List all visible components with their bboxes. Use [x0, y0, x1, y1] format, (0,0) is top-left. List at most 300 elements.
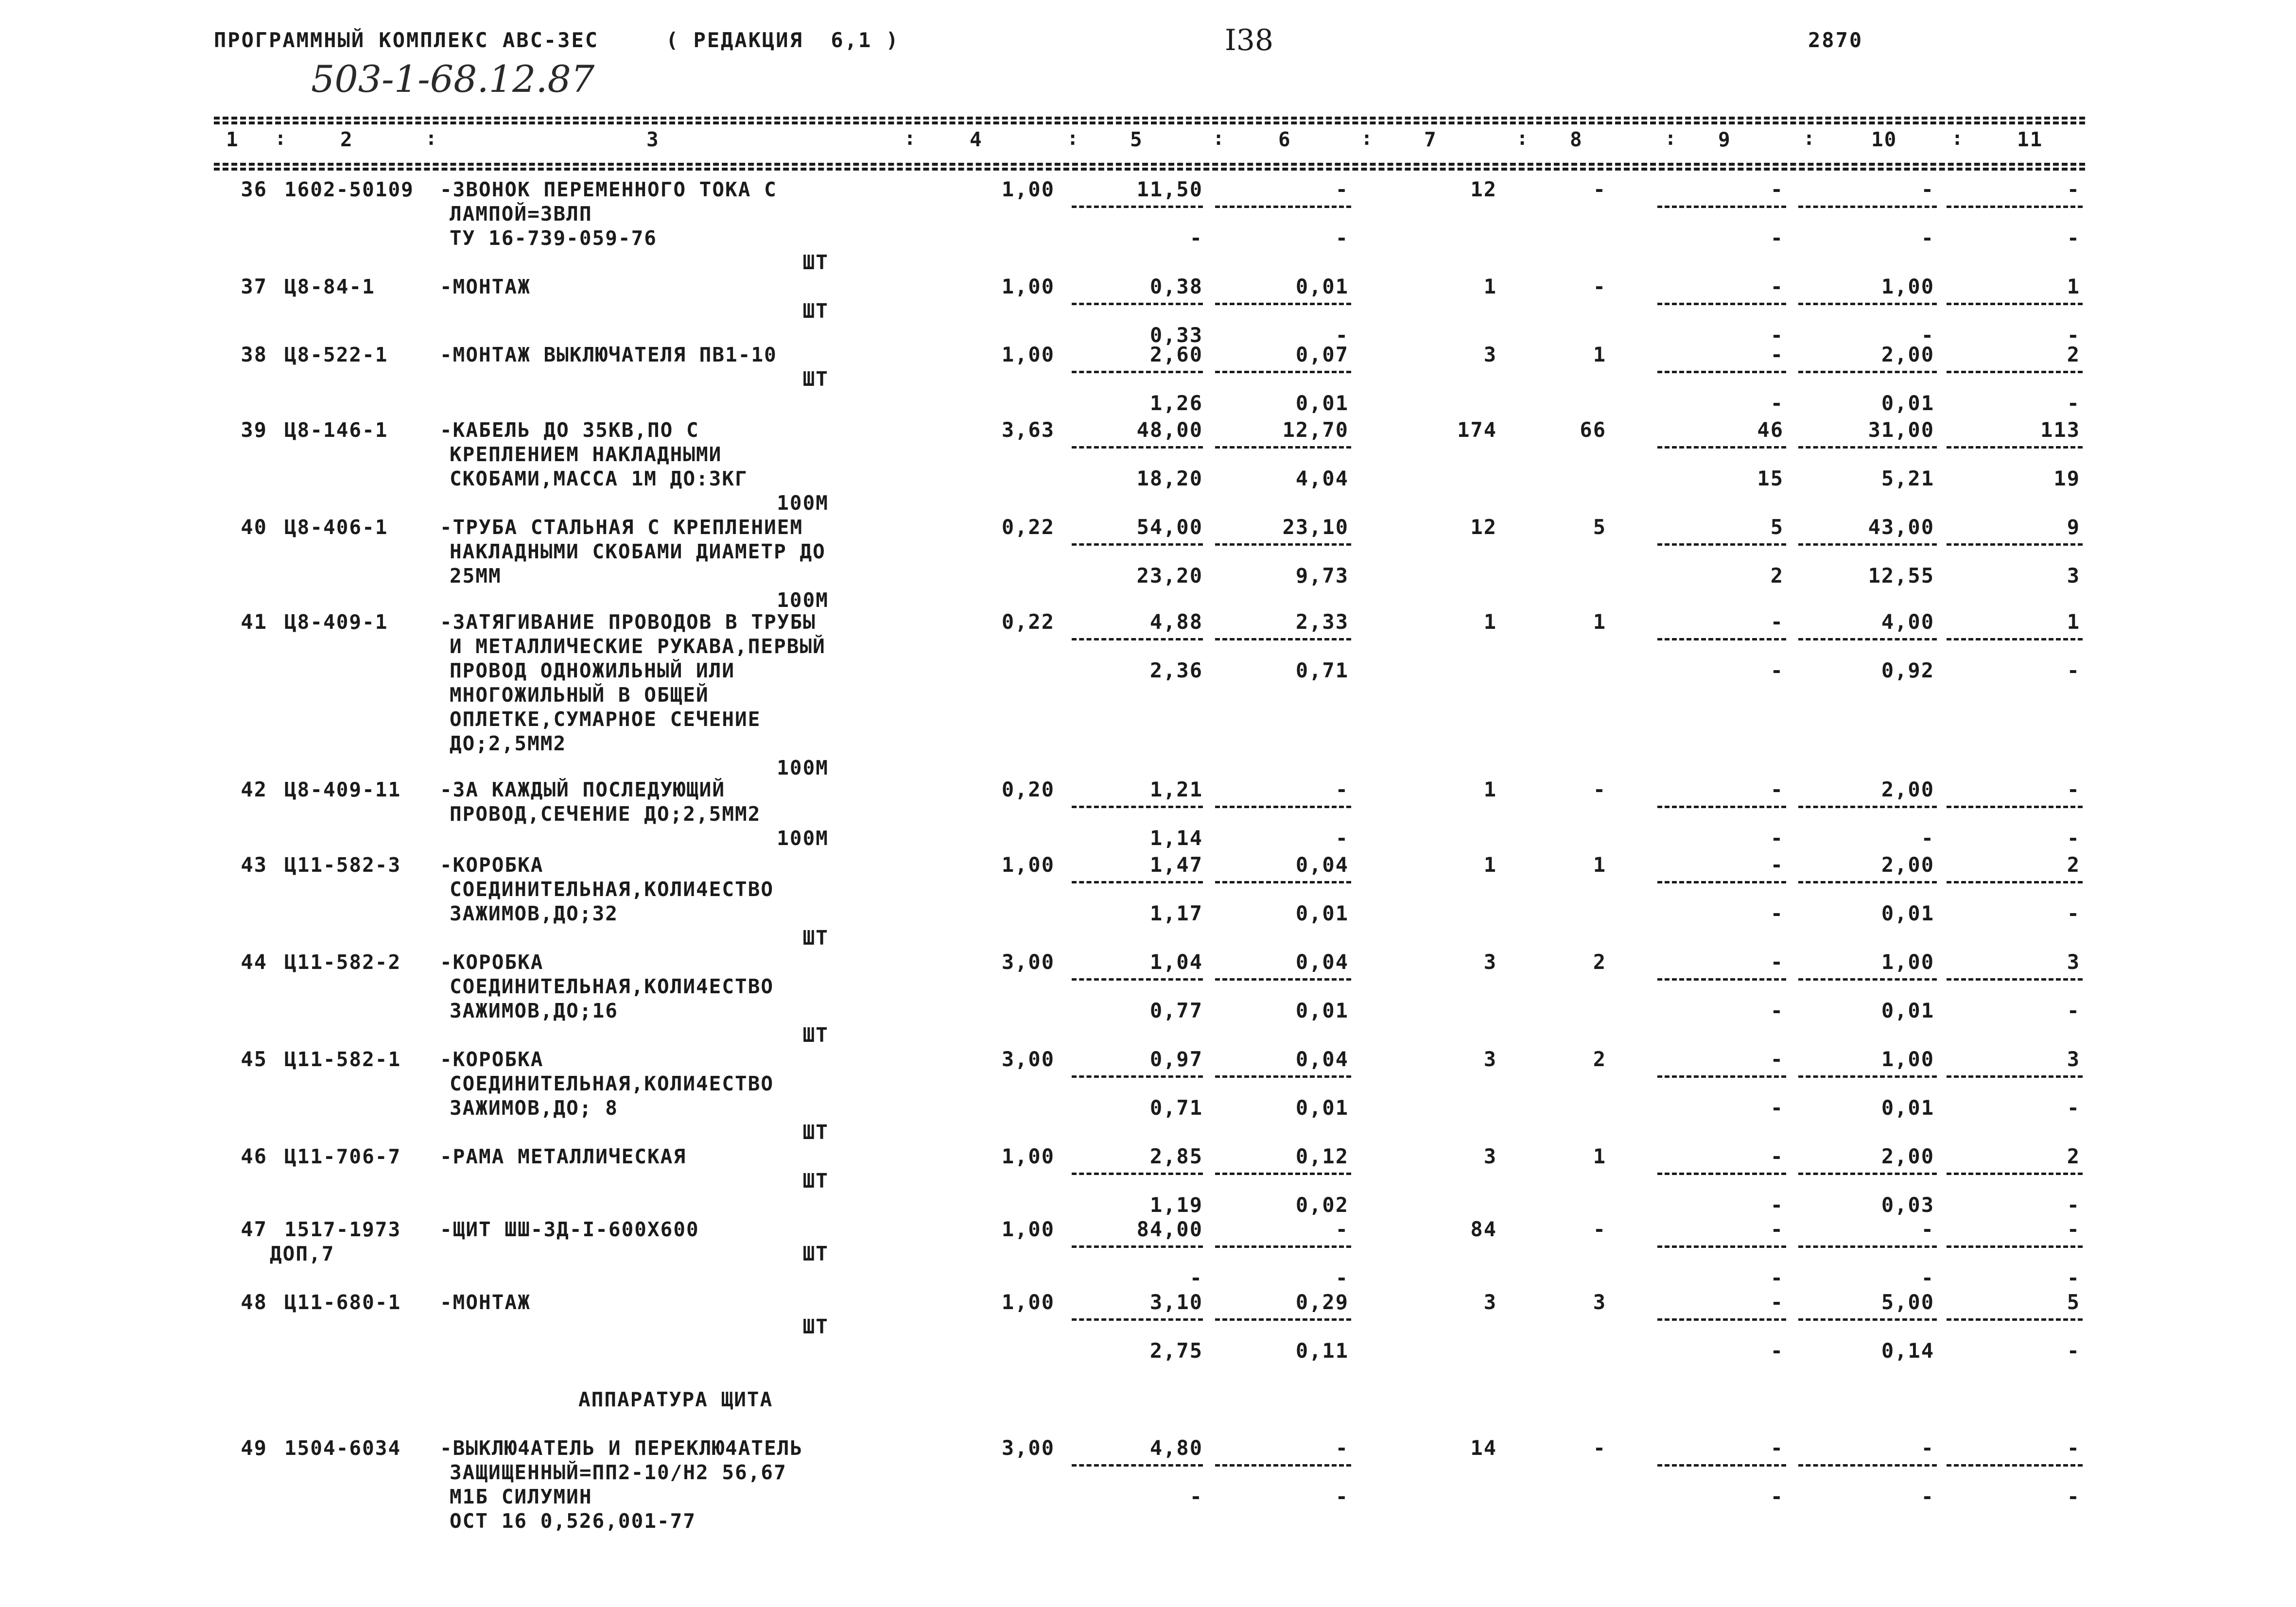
cell-underline: [1215, 1245, 1351, 1248]
value-col-6-secondary: 0,01: [1295, 999, 1349, 1022]
value-col-11-secondary: -: [2067, 901, 2080, 925]
column-header-6: 6: [1278, 128, 1291, 151]
value-col-5-secondary: 1,19: [1149, 1193, 1203, 1217]
cell-underline: [1657, 303, 1786, 305]
value-col-6-secondary: 0,71: [1295, 658, 1349, 682]
value-col-5-secondary: 23,20: [1136, 564, 1203, 588]
item-code: Ц8-146-1: [284, 418, 388, 442]
value-col-10: 1,00: [1881, 950, 1934, 974]
cell-underline: [1657, 638, 1786, 640]
value-col-5-secondary: -: [1189, 226, 1203, 250]
cell-underline: [1657, 371, 1786, 373]
value-col-5-secondary: 18,20: [1136, 467, 1203, 490]
item-code: Ц11-706-7: [284, 1145, 401, 1168]
cell-underline: [1798, 303, 1937, 305]
value-col-10-secondary: 0,01: [1881, 999, 1934, 1022]
unit-of-measure: ШТ: [802, 926, 829, 950]
value-col-8: 1: [1593, 610, 1606, 634]
value-col-5-secondary: 0,77: [1149, 999, 1203, 1022]
value-col-6-secondary: -: [1335, 1485, 1349, 1508]
quantity: 3,00: [1001, 950, 1055, 974]
value-col-9: -: [1770, 343, 1784, 366]
value-col-11: 3: [2067, 950, 2080, 974]
value-col-6: 12,70: [1282, 418, 1349, 442]
value-col-10-secondary: -: [1921, 226, 1934, 250]
cell-underline: [1947, 543, 2083, 546]
unit-of-measure: 100М: [777, 588, 829, 612]
value-col-10: 5,00: [1881, 1290, 1934, 1314]
cell-underline: [1947, 1464, 2083, 1467]
cell-underline: [1798, 638, 1937, 640]
unit-of-measure: ШТ: [802, 1023, 829, 1047]
value-col-9: 5: [1770, 515, 1784, 539]
value-col-5-secondary: 1,17: [1149, 901, 1203, 925]
value-col-6-secondary: 0,11: [1295, 1339, 1349, 1363]
value-col-6-secondary: 0,01: [1295, 901, 1349, 925]
cell-underline: [1947, 1318, 2083, 1321]
item-description-line: М1Б СИЛУМИН: [450, 1485, 592, 1508]
value-col-8: -: [1593, 1217, 1606, 1241]
value-col-7: 1: [1483, 275, 1497, 298]
value-col-6: -: [1335, 177, 1349, 201]
cell-underline: [1798, 806, 1937, 808]
value-col-8: 3: [1593, 1290, 1606, 1314]
cell-underline: [1215, 978, 1351, 981]
unit-of-measure: ШТ: [802, 1315, 829, 1338]
value-col-7: 1: [1483, 610, 1497, 634]
cell-underline: [1657, 978, 1786, 981]
row-number: 40: [241, 515, 267, 539]
value-col-7: 84: [1470, 1217, 1497, 1241]
column-separator: :: [425, 127, 437, 150]
section-heading: АППАРАТУРА ЩИТА: [578, 1388, 773, 1411]
quantity: 1,00: [1001, 177, 1055, 201]
item-description-line: ОПЛЕТКЕ,СУМАРНОЕ СЕЧЕНИЕ: [450, 708, 761, 731]
value-col-10: 31,00: [1868, 418, 1934, 442]
value-col-10-secondary: 0,01: [1881, 1096, 1934, 1120]
cell-underline: [1072, 1075, 1203, 1078]
value-col-5: 4,80: [1149, 1436, 1203, 1460]
cell-underline: [1947, 881, 2083, 883]
value-col-10: 4,00: [1881, 610, 1934, 634]
value-col-9-secondary: -: [1770, 658, 1784, 682]
value-col-8: -: [1593, 275, 1606, 298]
cell-underline: [1215, 1464, 1351, 1467]
value-col-10-secondary: 0,14: [1881, 1339, 1934, 1363]
column-separator: :: [275, 127, 287, 150]
cell-underline: [1215, 638, 1351, 640]
item-code-suffix: ДОП,7: [270, 1242, 335, 1265]
value-col-7: 3: [1483, 1290, 1497, 1314]
value-col-7: 3: [1483, 1144, 1497, 1168]
value-col-10-secondary: 0,03: [1881, 1193, 1934, 1217]
item-code: 1517-1973: [284, 1218, 401, 1241]
value-col-5: 84,00: [1136, 1217, 1203, 1241]
row-number: 45: [241, 1047, 267, 1071]
program-title: ПРОГРАММНЫЙ КОМПЛЕКС АВС-3ЕС: [214, 28, 599, 52]
item-description-line: -МОНТАЖ: [440, 1291, 531, 1314]
value-col-10-secondary: -: [1921, 826, 1934, 850]
cell-underline: [1072, 371, 1203, 373]
value-col-10: 1,00: [1881, 1047, 1934, 1071]
item-description-line: ЗАЖИМОВ,ДО;32: [450, 902, 618, 925]
cell-underline: [1072, 1318, 1203, 1321]
cell-underline: [1947, 303, 2083, 305]
quantity: 1,00: [1001, 1144, 1055, 1168]
value-col-5: 2,85: [1149, 1144, 1203, 1168]
quantity: 0,20: [1001, 778, 1055, 801]
value-col-8: 1: [1593, 853, 1606, 877]
value-col-6-secondary: -: [1335, 826, 1349, 850]
cell-underline: [1072, 543, 1203, 546]
value-col-8: 2: [1593, 1047, 1606, 1071]
value-col-6-secondary: 0,02: [1295, 1193, 1349, 1217]
value-col-9-secondary: 2: [1770, 564, 1784, 588]
row-number: 46: [241, 1144, 267, 1168]
cell-underline: [1657, 806, 1786, 808]
value-col-9: -: [1770, 610, 1784, 634]
column-header-5: 5: [1130, 128, 1143, 151]
column-separator: :: [1516, 127, 1529, 150]
cell-underline: [1072, 1464, 1203, 1467]
item-description-line: -ЗА КАЖДЫЙ ПОСЛЕДУЮЩИЙ: [440, 778, 726, 801]
item-description-line: И МЕТАЛЛИЧЕСКИЕ РУКАВА,ПЕРВЫЙ: [450, 635, 826, 658]
column-separator: :: [1067, 127, 1079, 150]
column-separator: :: [904, 127, 916, 150]
cell-underline: [1215, 806, 1351, 808]
cell-underline: [1947, 1245, 2083, 1248]
item-code: Ц8-406-1: [284, 516, 388, 539]
value-col-5: 2,60: [1149, 343, 1203, 366]
value-col-8: -: [1593, 1436, 1606, 1460]
cell-underline: [1072, 446, 1203, 449]
item-description-line: ПРОВОД ОДНОЖИЛЬНЫЙ ИЛИ: [450, 659, 735, 682]
cell-underline: [1798, 1075, 1937, 1078]
cell-underline: [1215, 881, 1351, 883]
column-header-8: 8: [1570, 128, 1583, 151]
cell-underline: [1947, 1075, 2083, 1078]
value-col-6: 0,04: [1295, 950, 1349, 974]
column-separator: :: [1951, 127, 1964, 150]
value-col-6-secondary: 4,04: [1295, 467, 1349, 490]
item-description-line: -ТРУБА СТАЛЬНАЯ С КРЕПЛЕНИЕМ: [440, 516, 803, 539]
cell-underline: [1072, 1245, 1203, 1248]
value-col-6: 0,12: [1295, 1144, 1349, 1168]
cell-underline: [1798, 1173, 1937, 1175]
unit-of-measure: ШТ: [802, 251, 829, 274]
quantity: 3,63: [1001, 418, 1055, 442]
value-col-11: 2: [2067, 853, 2080, 877]
unit-of-measure: ШТ: [802, 299, 829, 323]
row-number: 48: [241, 1290, 267, 1314]
value-col-10: -: [1921, 177, 1934, 201]
value-col-10: -: [1921, 1217, 1934, 1241]
item-description-line: СКОБАМИ,МАССА 1М ДО:3КГ: [450, 467, 748, 490]
quantity: 0,22: [1001, 610, 1055, 634]
cell-underline: [1072, 303, 1203, 305]
header-rule-bottom-2: [214, 168, 2085, 171]
item-code: Ц8-522-1: [284, 343, 388, 366]
value-col-10: 43,00: [1868, 515, 1934, 539]
item-code: Ц8-84-1: [284, 275, 375, 298]
value-col-11-secondary: -: [2067, 323, 2080, 347]
cell-underline: [1798, 1464, 1937, 1467]
value-col-9-secondary: -: [1770, 999, 1784, 1022]
cell-underline: [1657, 1464, 1786, 1467]
value-col-5: 1,21: [1149, 778, 1203, 801]
row-number: 37: [241, 275, 267, 298]
item-code: Ц11-582-3: [284, 853, 401, 877]
cell-underline: [1657, 446, 1786, 449]
row-number: 38: [241, 343, 267, 366]
quantity: 3,00: [1001, 1047, 1055, 1071]
value-col-5-secondary: -: [1189, 1485, 1203, 1508]
handwritten-code: 503-1-68.12.87: [311, 57, 595, 101]
cell-underline: [1947, 206, 2083, 208]
cell-underline: [1947, 1173, 2083, 1175]
value-col-7: 12: [1470, 515, 1497, 539]
item-code: Ц8-409-11: [284, 778, 401, 801]
value-col-5-secondary: -: [1189, 1266, 1203, 1290]
column-header-9: 9: [1718, 128, 1731, 151]
column-separator: :: [1665, 127, 1677, 150]
value-col-5: 54,00: [1136, 515, 1203, 539]
cell-underline: [1947, 978, 2083, 981]
value-col-10: 2,00: [1881, 853, 1934, 877]
edition-label: ( РЕДАКЦИЯ 6,1 ): [666, 28, 900, 52]
value-col-6-secondary: -: [1335, 323, 1349, 347]
value-col-11-secondary: -: [2067, 1339, 2080, 1363]
value-col-9: -: [1770, 950, 1784, 974]
value-col-7: 174: [1457, 418, 1497, 442]
row-number: 44: [241, 950, 267, 974]
value-col-6-secondary: 0,01: [1295, 391, 1349, 415]
item-description-line: ОСТ 16 0,526,001-77: [450, 1509, 696, 1533]
row-number: 43: [241, 853, 267, 877]
value-col-11-secondary: -: [2067, 1193, 2080, 1217]
column-separator: :: [1803, 127, 1815, 150]
item-description-line: ЗАЖИМОВ,ДО; 8: [450, 1096, 618, 1120]
value-col-11-secondary: -: [2067, 1266, 2080, 1290]
value-col-7: 3: [1483, 343, 1497, 366]
value-col-10: 2,00: [1881, 1144, 1934, 1168]
column-header-4: 4: [970, 128, 983, 151]
cell-underline: [1657, 1318, 1786, 1321]
value-col-10-secondary: 12,55: [1868, 564, 1934, 588]
unit-of-measure: ШТ: [802, 1121, 829, 1144]
value-col-10-secondary: 0,01: [1881, 901, 1934, 925]
cell-underline: [1072, 978, 1203, 981]
cell-underline: [1072, 638, 1203, 640]
value-col-6: -: [1335, 1436, 1349, 1460]
cell-underline: [1215, 303, 1351, 305]
value-col-6: 0,01: [1295, 275, 1349, 298]
value-col-6: -: [1335, 1217, 1349, 1241]
item-description-line: -КОРОБКА: [440, 1048, 544, 1071]
item-code: Ц11-582-2: [284, 950, 401, 974]
quantity: 1,00: [1001, 343, 1055, 366]
item-description-line: ЗАЖИМОВ,ДО;16: [450, 999, 618, 1022]
value-col-10: -: [1921, 1436, 1934, 1460]
column-separator: :: [1213, 127, 1225, 150]
cell-underline: [1798, 446, 1937, 449]
value-col-9-secondary: -: [1770, 1339, 1784, 1363]
value-col-6-secondary: -: [1335, 226, 1349, 250]
value-col-9-secondary: -: [1770, 826, 1784, 850]
value-col-9-secondary: -: [1770, 1485, 1784, 1508]
value-col-8: 1: [1593, 1144, 1606, 1168]
item-code: 1602-50109: [284, 178, 414, 201]
cell-underline: [1798, 881, 1937, 883]
item-description-line: КРЕПЛЕНИЕМ НАКЛАДНЫМИ: [450, 443, 722, 466]
cell-underline: [1657, 1245, 1786, 1248]
value-col-7: 1: [1483, 853, 1497, 877]
value-col-8: 66: [1580, 418, 1606, 442]
quantity: 1,00: [1001, 853, 1055, 877]
cell-underline: [1947, 371, 2083, 373]
value-col-6-secondary: 0,01: [1295, 1096, 1349, 1120]
value-col-11: 2: [2067, 343, 2080, 366]
value-col-11: 1: [2067, 275, 2080, 298]
item-description-line: ТУ 16-739-059-76: [450, 226, 657, 250]
column-header-10: 10: [1871, 128, 1897, 151]
row-number: 41: [241, 610, 267, 634]
row-number: 42: [241, 778, 267, 801]
value-col-5-secondary: 0,71: [1149, 1096, 1203, 1120]
value-col-5-secondary: 1,26: [1149, 391, 1203, 415]
value-col-11: 113: [2040, 418, 2080, 442]
unit-of-measure: ШТ: [802, 1242, 829, 1265]
value-col-8: 1: [1593, 343, 1606, 366]
value-col-11: 2: [2067, 1144, 2080, 1168]
quantity: 0,22: [1001, 515, 1055, 539]
item-description-line: -ЗАТЯГИВАНИЕ ПРОВОДОВ В ТРУБЫ: [440, 610, 816, 634]
column-header-2: 2: [340, 128, 353, 151]
value-col-6: 0,04: [1295, 1047, 1349, 1071]
item-description-line: -РАМА МЕТАЛЛИЧЕСКАЯ: [440, 1145, 686, 1168]
value-col-5-secondary: 2,36: [1149, 658, 1203, 682]
item-code: Ц8-409-1: [284, 610, 388, 634]
row-number: 47: [241, 1217, 267, 1241]
cell-underline: [1798, 206, 1937, 208]
cell-underline: [1657, 206, 1786, 208]
cell-underline: [1798, 978, 1937, 981]
cell-underline: [1215, 543, 1351, 546]
quantity: 1,00: [1001, 1290, 1055, 1314]
value-col-9-secondary: 15: [1757, 467, 1784, 490]
unit-of-measure: ШТ: [802, 367, 829, 391]
value-col-11-secondary: -: [2067, 999, 2080, 1022]
value-col-11: -: [2067, 177, 2080, 201]
item-description-line: -КОРОБКА: [440, 853, 544, 877]
value-col-6: 2,33: [1295, 610, 1349, 634]
item-description-line: ДО;2,5ММ2: [450, 732, 567, 755]
value-col-9: -: [1770, 1144, 1784, 1168]
item-description-line: -КОРОБКА: [440, 950, 544, 974]
value-col-5: 0,38: [1149, 275, 1203, 298]
value-col-11: -: [2067, 1436, 2080, 1460]
value-col-10-secondary: -: [1921, 1485, 1934, 1508]
value-col-10: 1,00: [1881, 275, 1934, 298]
item-description-line: СОЕДИНИТЕЛЬНАЯ,КОЛИ4ЕСТВО: [450, 878, 774, 901]
value-col-7: 3: [1483, 1047, 1497, 1071]
value-col-9-secondary: -: [1770, 1096, 1784, 1120]
value-col-9: 46: [1757, 418, 1784, 442]
value-col-9: -: [1770, 1047, 1784, 1071]
cell-underline: [1215, 1173, 1351, 1175]
document-number: 2870: [1808, 28, 1863, 52]
value-col-11: 9: [2067, 515, 2080, 539]
value-col-9-secondary: -: [1770, 391, 1784, 415]
value-col-5: 0,97: [1149, 1047, 1203, 1071]
value-col-9: -: [1770, 1217, 1784, 1241]
value-col-5: 4,88: [1149, 610, 1203, 634]
quantity: 1,00: [1001, 1217, 1055, 1241]
cell-underline: [1072, 1173, 1203, 1175]
item-description-line: -ЩИТ ШШ-3Д-I-600Х600: [440, 1218, 699, 1241]
value-col-11-secondary: 19: [2053, 467, 2080, 490]
cell-underline: [1798, 543, 1937, 546]
quantity: 3,00: [1001, 1436, 1055, 1460]
item-code: 1504-6034: [284, 1436, 401, 1460]
value-col-11-secondary: -: [2067, 1485, 2080, 1508]
cell-underline: [1215, 206, 1351, 208]
cell-underline: [1947, 806, 2083, 808]
cell-underline: [1215, 1318, 1351, 1321]
value-col-9-secondary: -: [1770, 226, 1784, 250]
value-col-9: -: [1770, 853, 1784, 877]
value-col-10-secondary: 0,01: [1881, 391, 1934, 415]
value-col-6-secondary: 9,73: [1295, 564, 1349, 588]
value-col-8: 2: [1593, 950, 1606, 974]
value-col-10-secondary: 5,21: [1881, 467, 1934, 490]
unit-of-measure: ШТ: [802, 1169, 829, 1192]
item-description-line: -МОНТАЖ: [440, 275, 531, 298]
value-col-11-secondary: -: [2067, 826, 2080, 850]
value-col-9: -: [1770, 778, 1784, 801]
value-col-6: 0,04: [1295, 853, 1349, 877]
cell-underline: [1215, 371, 1351, 373]
header-rule-top: [214, 117, 2085, 120]
column-header-3: 3: [646, 128, 660, 151]
column-header-1: 1: [226, 128, 239, 151]
value-col-11-secondary: -: [2067, 658, 2080, 682]
value-col-9: -: [1770, 177, 1784, 201]
value-col-9-secondary: -: [1770, 1193, 1784, 1217]
value-col-10-secondary: 0,92: [1881, 658, 1934, 682]
value-col-6: 23,10: [1282, 515, 1349, 539]
value-col-5: 1,47: [1149, 853, 1203, 877]
quantity: 1,00: [1001, 275, 1055, 298]
value-col-5: 3,10: [1149, 1290, 1203, 1314]
value-col-10: 2,00: [1881, 343, 1934, 366]
row-number: 36: [241, 177, 267, 201]
item-description-line: ЗАЩИЩЕННЫЙ=ПП2-10/Н2 56,67: [450, 1461, 787, 1484]
item-description-line: ПРОВОД,СЕЧЕНИЕ ДО;2,5ММ2: [450, 802, 761, 826]
value-col-11-secondary: -: [2067, 1096, 2080, 1120]
value-col-11: 5: [2067, 1290, 2080, 1314]
value-col-9: -: [1770, 275, 1784, 298]
column-separator: :: [1361, 127, 1373, 150]
cell-underline: [1072, 806, 1203, 808]
value-col-7: 1: [1483, 778, 1497, 801]
value-col-5: 1,04: [1149, 950, 1203, 974]
unit-of-measure: 100М: [777, 756, 829, 779]
value-col-11-secondary: -: [2067, 226, 2080, 250]
value-col-7: 3: [1483, 950, 1497, 974]
value-col-10-secondary: -: [1921, 1266, 1934, 1290]
value-col-8: -: [1593, 778, 1606, 801]
